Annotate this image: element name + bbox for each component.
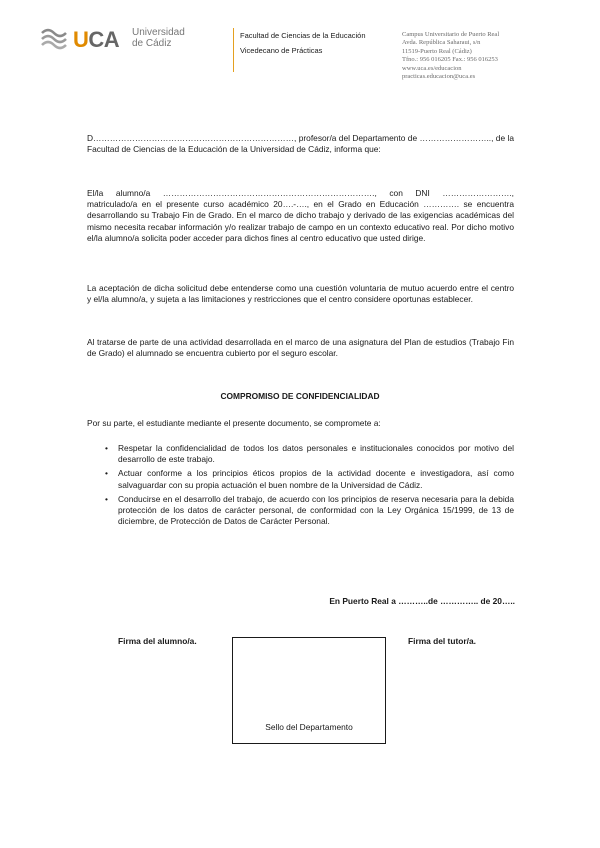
list-item: • Actuar conforme a los principios éticos propios de la actividad docente e investigadora, así como salvaguardar con su propia actuación el buen nombre de la Universidad de Cádiz. [105, 468, 514, 490]
date-line: En Puerto Real a ………..de ………….. de 20….. [329, 596, 515, 606]
header-divider [233, 28, 234, 72]
uca-logo [40, 25, 200, 55]
bullet-icon: • [105, 468, 108, 479]
student-paragraph: El/la alumno/a …………………………………………………………………., con DNI ……………………., matriculado/a en el presente curso académico 20….-…., en el Grado en Educación …………. se encuentra desarrollando su Trabajo Fin de Grado. En el marco de dicho trabajo y derivado de las exigencias académicas del mismo necesita recabar información y/o realizar trabajo de campo en un contexto educativo real. Por dicho motivo el/la alumno/a solicita poder acceder para dichos fines al centro educativo que usted dirige. [87, 188, 514, 243]
faculty-block [240, 31, 366, 55]
address-line: www.uca.es/educacion [402, 64, 462, 72]
department-stamp-box [232, 637, 386, 744]
address-line: Tfno.: 956 016205 Fax.: 956 016253 [402, 56, 498, 64]
stamp-label: Sello del Departamento [265, 722, 353, 732]
tutor-signature-label: Firma del tutor/a. [408, 636, 476, 646]
address-line: Avda. República Saharaui, s/n [402, 39, 481, 47]
confidentiality-heading: COMPROMISO DE CONFIDENCIALIDAD [220, 391, 380, 401]
wave-logo-icon [40, 25, 72, 51]
address-line: 11519-Puerto Real (Cádiz) [402, 47, 472, 55]
address-line: Campus Universitario de Puerto Real [402, 31, 500, 38]
student-signature-label: Firma del alumno/a. [118, 636, 197, 646]
vicedeanship-name: Vicedecano de Prácticas [240, 46, 323, 55]
list-item: • Conducirse en el desarrollo del trabajo, de acuerdo con los principios de reserva necesaria para la debida protección de los datos de carácter personal, de conformidad con la Ley Orgánica 15/1999, de 13 de diciembre, de Protección de Datos de Carácter Personal. [105, 493, 514, 527]
commitment-intro: Por su parte, el estudiante mediante el presente documento, se compromete a: [87, 418, 381, 428]
list-item: • Respetar la confidencialidad de todos los datos personales e institucionales conocidos por motivo del desarrollo de este trabajo. [105, 443, 514, 465]
address-block [402, 31, 499, 81]
bullet-icon: • [105, 443, 108, 453]
commitment-list [87, 443, 514, 530]
acceptance-paragraph: La aceptación de dicha solicitud debe entenderse como una cuestión voluntaria de mutuo acuerdo entre el centro y el/la alumno/a, y sujeta a las limitaciones y restricciones que el centro considere oportunas establecer. [87, 283, 514, 305]
university-name: Universidad de Cádiz [132, 27, 185, 49]
logo-wordmark: UCA [73, 27, 120, 52]
address-line: practicas.educacion@uca.es [402, 73, 476, 81]
bullet-icon: • [105, 493, 108, 504]
insurance-paragraph: Al tratarse de parte de una actividad desarrollada en el marco de una asignatura del Plan de estudios (Trabajo Fin de Grado) el alumnado se encuentra cubierto por el seguro escolar. [87, 337, 514, 359]
intro-paragraph: D………………………………………………………………, profesor/a del Departamento de …………………….., de la Facultad de Ciencias de la Educación de la Universidad de Cádiz, informa que: [87, 133, 514, 155]
faculty-name: Facultad de Ciencias de la Educación [240, 31, 366, 40]
